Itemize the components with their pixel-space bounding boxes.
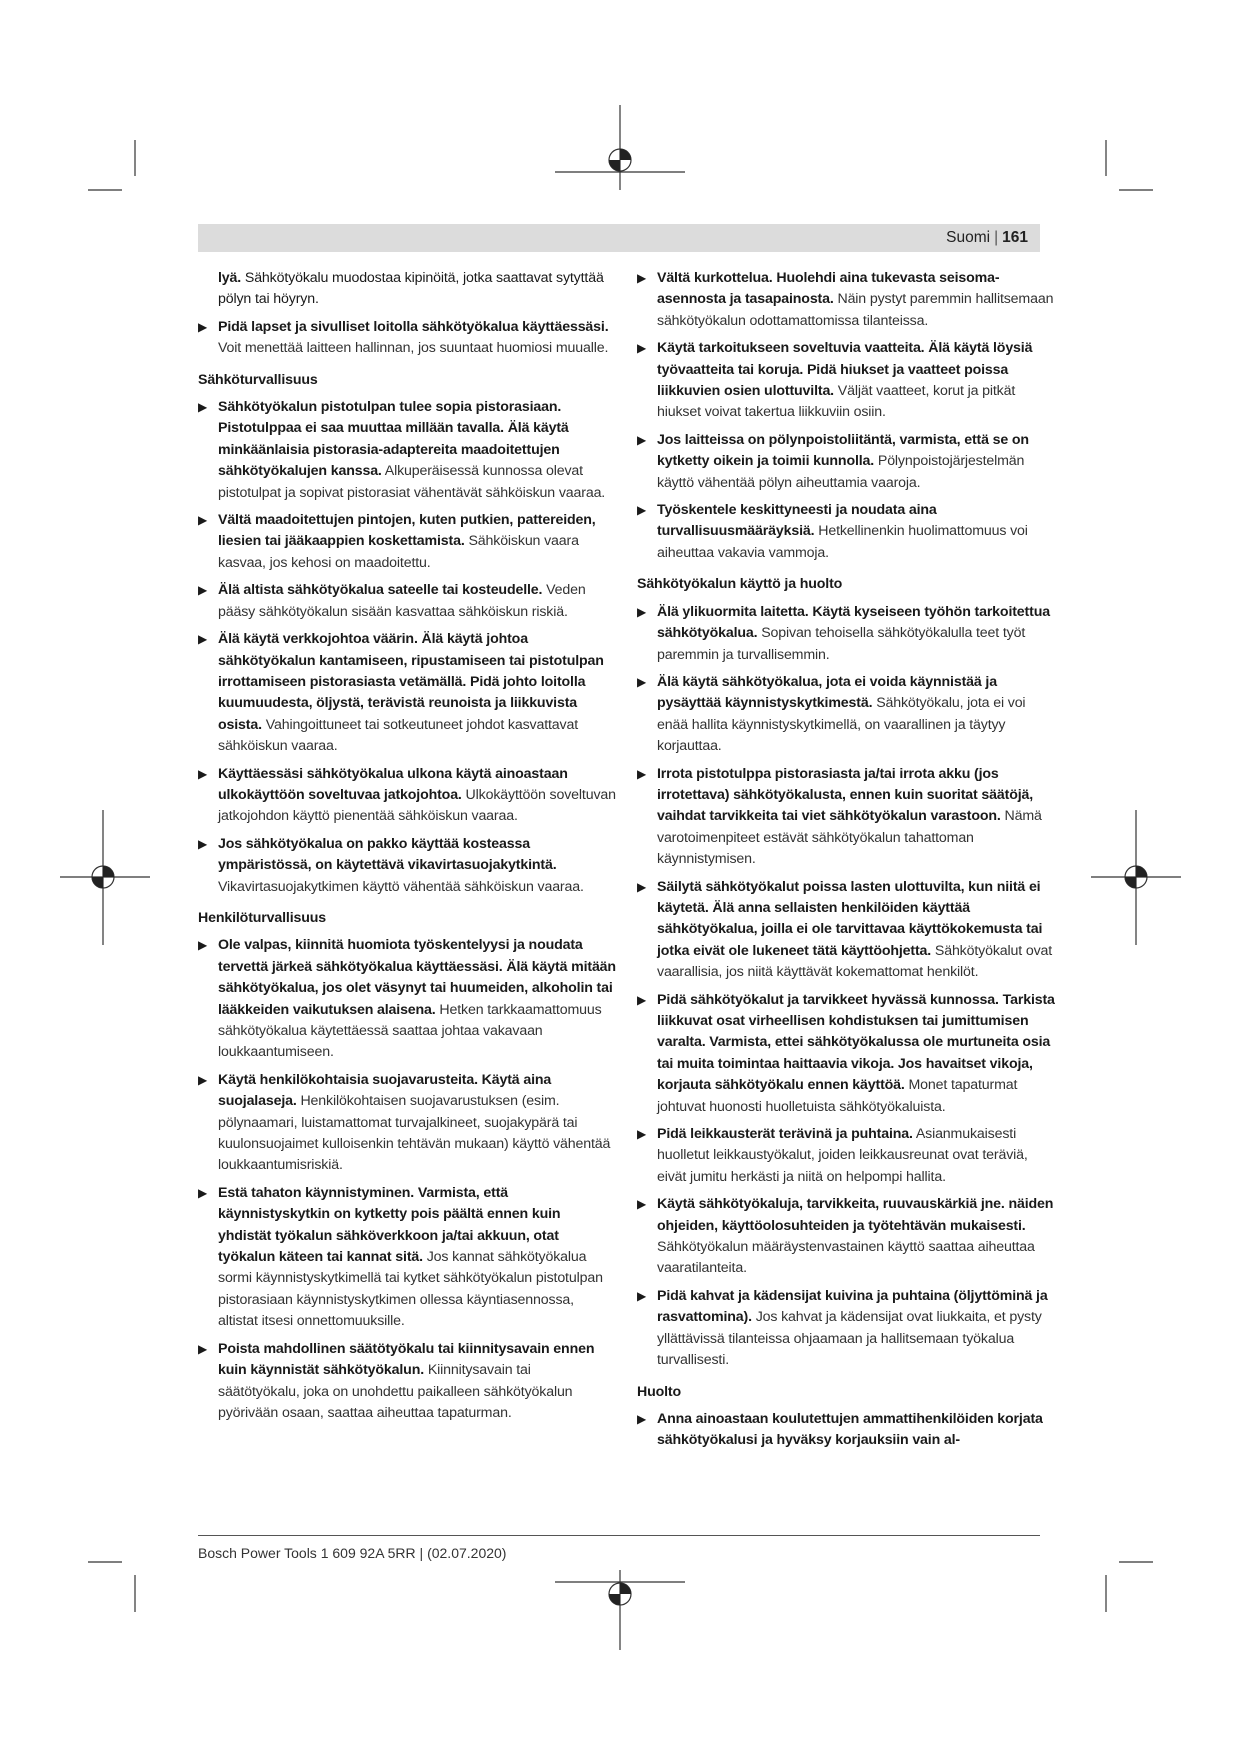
bullet-triangle-icon: ▶: [198, 1341, 208, 1356]
bullet-triangle-icon: ▶: [198, 513, 208, 528]
item-bold-text: Työskentele keskittyneesti ja noudata aina turvallisuusmääräyksiä.: [657, 502, 937, 540]
section-heading: Huolto: [637, 1383, 682, 1400]
item-bold-text: Estä tahaton käynnistyminen. Varmista, että käynnistyskytkin on kytketty pois päältä ennen kuin yhdistät työkalun sähköverkkoon ja/tai akkuun, otat työkalun käteen tai kannat sitä.: [218, 1184, 561, 1266]
list-item: [637, 764, 1055, 871]
item-normal-text: Jos kannat sähkötyökalua sormi käynnistyskytkimellä tai kytket sähkötyökalun pistotulpan pistorasiaan käynnistyskytkimen ollessa käyntiasennossa, altistat itsesi onnettomuuksille.: [218, 1249, 603, 1330]
intro-text: Sähkötyökalu muodostaa kipinöitä, jotka saattavat sytyttää pölyn tai höyryn.: [218, 270, 604, 308]
item-normal-text: Väljät vaatteet, korut ja pitkät hiukset voivat takertua liikkuviin osiin.: [657, 383, 1016, 421]
list-item: [637, 1409, 1055, 1452]
item-bold-text: Anna ainoastaan koulutettujen ammattihenkilöiden korjata sähkötyökalusi ja hyväksy korjauksiin vain al-: [657, 1410, 1043, 1449]
list-item: [198, 1070, 616, 1177]
item-normal-text: Pölynpoistojärjestelmän käyttö vähentää pölyn aiheuttamia vaaroja.: [657, 453, 1025, 491]
item-normal-text: Veden pääsy sähkötyökalun sisään kasvattaa sähköiskun riskiä.: [218, 582, 586, 620]
bullet-triangle-icon: ▶: [637, 674, 647, 689]
list-item: [637, 602, 1055, 666]
item-bold-text: Säilytä sähkötyökalut poissa lasten ulottuvilta, kun niitä ei käytetä. Älä anna sellaisten henkilöiden käyttää sähkötyökalua, joilla ei ole tarvittavaa käyttökokemusta tai jotka eivät ole lukeneet tätä käyttöohjetta.: [657, 878, 1043, 959]
list-item: [198, 1183, 616, 1333]
item-bold-text: Älä altista sähkötyökalua sateelle tai kosteudelle.: [218, 582, 543, 599]
item-normal-text: Sopivan tehoisella sähkötyökalulla teet työt paremmin ja turvallisemmin.: [657, 625, 1026, 663]
item-normal-text: Vahingoittuneet tai sotkeutuneet johdot kasvattavat sähköiskun vaaraa.: [218, 716, 579, 755]
item-normal-text: Vikavirtasuojakytkimen käyttö vähentää sähköiskun vaaraa.: [218, 878, 584, 895]
bullet-triangle-icon: ▶: [637, 341, 647, 356]
item-normal-text: Asianmukaisesti huolletut leikkaustyökalut, joiden leikkausreunat ovat teräviä, eivät jumitu herkästi ja niitä on helpompi hallita.: [657, 1126, 1028, 1185]
item-normal-text: Sähkötyökalun määräystenvastainen käyttö saattaa aiheuttaa vaaratilanteita.: [657, 1239, 1035, 1277]
list-item: [198, 764, 616, 828]
list-item: [637, 500, 1055, 564]
bullet-triangle-icon: ▶: [198, 766, 208, 781]
list-item: [198, 317, 616, 360]
item-bold-text: Sähkötyökalun pistotulpan tulee sopia pistorasiaan. Pistotulppaa ei saa muuttaa millään tavalla. Älä käytä minkäänlaisia pistorasia-adaptereita maadoitettujen sähkötyökalujen kanssa.: [218, 399, 569, 480]
list-item: [198, 397, 616, 504]
section-heading: Sähkötyökalun käyttö ja huolto: [637, 576, 843, 593]
list-item: [637, 338, 1055, 424]
list-item: [637, 1124, 1055, 1188]
bullet-triangle-icon: ▶: [637, 879, 647, 894]
item-bold-text: Pidä leikkausterät terävinä ja puhtaina.: [657, 1126, 913, 1143]
section-heading: Henkilöturvallisuus: [198, 909, 327, 926]
item-normal-text: Sähkötyökalu, jota ei voi enää hallita käynnistyskytkimellä, on vaarallinen ja täytyy korjauttaa.: [657, 695, 1026, 755]
item-bold-text: Irrota pistotulppa pistorasiasta ja/tai irrota akku (jos irrotettava) sähkötyökalusta, ennen kuin suoritat säätöjä, vaihdat tarvikkeita tai viet sähkötyökalun varastoon.: [657, 765, 1034, 825]
item-bold-text: Käytä sähkötyökaluja, tarvikkeita, ruuvauskärkiä jne. näiden ohjeiden, käyttöolosuhteiden ja työtehtävän mukaisesti.: [657, 1196, 1054, 1234]
list-item: [637, 877, 1055, 984]
bullet-triangle-icon: ▶: [198, 400, 208, 415]
bullet-triangle-icon: ▶: [637, 604, 647, 619]
item-normal-text: Ulkokäyttöön soveltuvan jatkojohdon käyttö pienentää sähköiskun vaaraa.: [218, 786, 616, 825]
item-bold-text: Käytä tarkoitukseen soveltuvia vaatteita. Älä käytä löysiä työvaatteita tai koruja. Pidä hiukset ja vaatteet poissa liikkuvien osien ulottuvilta.: [657, 340, 1033, 400]
item-normal-text: Henkilökohtaisen suojavarustuksen (esim. pölynaamari, luistamattomat turvajalkineet, suojakypärä tai kuulonsuojaimet kulloisenkin tehtävän mukaan) käyttö vähentää loukkaantumisriskiä.: [218, 1093, 611, 1174]
item-bold-text: Vältä kurkottelua. Huolehdi aina tukevasta seisoma-asennosta ja tasapainosta.: [657, 270, 1000, 308]
bullet-triangle-icon: ▶: [637, 432, 647, 447]
list-item: [637, 990, 1055, 1118]
item-bold-text: Käytä henkilökohtaisia suojavarusteita. Käytä aina suojalaseja.: [218, 1071, 552, 1110]
item-normal-text: Näin pystyt paremmin hallitsemaan sähkötyökalun odottamattomissa tilanteissa.: [657, 291, 1054, 329]
bullet-triangle-icon: ▶: [637, 1197, 647, 1212]
bullet-triangle-icon: ▶: [637, 992, 647, 1007]
bullet-triangle-icon: ▶: [198, 1072, 208, 1087]
bullet-triangle-icon: ▶: [637, 1411, 647, 1426]
list-item: [637, 672, 1055, 758]
footer-divider: [198, 1535, 1040, 1536]
list-item: [198, 580, 616, 623]
list-item: [198, 629, 616, 757]
item-normal-text: Sähköiskun vaara kasvaa, jos kehosi on maadoitettu.: [218, 533, 579, 571]
item-bold-text: Älä käytä sähkötyökalua, jota ei voida käynnistää ja pysäyttää käynnistyskytkimestä.: [657, 673, 997, 712]
intro-bold: lyä.: [218, 270, 242, 286]
bullet-triangle-icon: ▶: [198, 836, 208, 851]
item-bold-text: Poista mahdollinen säätötyökalu tai kiinnitysavain ennen kuin käynnistät sähkötyökalun.: [218, 1340, 595, 1379]
footer-text: Bosch Power Tools 1 609 92A 5RR | (02.07.2020): [198, 1545, 507, 1561]
bullet-triangle-icon: ▶: [637, 1127, 647, 1142]
page-number: 161: [1002, 229, 1028, 246]
left-column: [198, 268, 616, 1430]
item-normal-text: Sähkötyökalut ovat vaarallisia, jos niitä käyttävät kokemattomat henkilöt.: [657, 942, 1053, 981]
bullet-triangle-icon: ▶: [198, 319, 208, 334]
item-bold-text: Jos laitteissa on pölynpoistoliitäntä, varmista, että se on kytketty oikein ja toimii kunnolla.: [657, 431, 1029, 470]
item-normal-text: Hetken tarkkaamattomuus sähkötyökalua käytettäessä saattaa johtaa vakavaan loukkaantumiseen.: [218, 1001, 602, 1061]
item-normal-text: Jos kahvat ja kädensijat ovat liukkaita, et pysty yllättävissä tilanteissa ohjaamaan ja hallitsemaan työkalua turvallisesti.: [657, 1309, 1042, 1369]
bullet-triangle-icon: ▶: [637, 1288, 647, 1303]
bullet-triangle-icon: ▶: [637, 766, 647, 781]
bullet-triangle-icon: ▶: [198, 583, 208, 598]
page-header: [198, 224, 1040, 252]
item-bold-text: Älä käytä verkkojohtoa väärin. Älä käytä johtoa sähkötyökalun kantamiseen, ripustamiseen tai pistotulpan irrottamiseen pistorasiasta vetämällä. Pidä johto loitolla kuumuudesta, öljystä, terävistä reunoista ja liikkuvista osista.: [218, 631, 604, 733]
list-item: [637, 430, 1055, 494]
intro-paragraph: [218, 268, 616, 311]
list-item: [198, 834, 616, 898]
header-separator: |: [994, 229, 999, 246]
list-item: [198, 510, 616, 574]
bullet-triangle-icon: ▶: [198, 632, 208, 647]
item-bold-text: Vältä maadoitettujen pintojen, kuten putkien, pattereiden, liesien tai jääkaappien koskettamista.: [218, 512, 596, 550]
section-heading: Sähköturvallisuus: [198, 371, 318, 388]
item-bold-text: Jos sähkötyökalua on pakko käyttää kosteassa ympäristössä, on käytettävä vikavirtasuojakytkintä.: [218, 835, 557, 874]
header-language: Suomi: [946, 229, 991, 246]
item-bold-text: Käyttäessäsi sähkötyökalua ulkona käytä ainoastaan ulkokäyttöön soveltuvaa jatkojohtoa.: [218, 765, 568, 803]
bullet-triangle-icon: ▶: [198, 1185, 208, 1200]
item-normal-text: Kiinnitysavain tai säätötyökalu, joka on unohdettu paikalleen sähkötyökalun pyörivään osaan, saattaa aiheuttaa tapaturman.: [218, 1362, 573, 1421]
item-normal-text: Voit menettää laitteen hallinnan, jos suuntaat huomiosi muualle.: [218, 340, 609, 357]
list-item: [637, 1194, 1055, 1280]
list-item: [637, 268, 1055, 332]
list-item: [198, 935, 616, 1063]
bullet-triangle-icon: ▶: [637, 271, 647, 285]
item-bold-text: Älä ylikuormita laitetta. Käytä kyseiseen työhön tarkoitettua sähkötyökalua.: [657, 603, 1050, 642]
item-normal-text: Monet tapaturmat johtuvat huonosti huolletuista sähkötyökaluista.: [657, 1077, 1018, 1115]
bullet-triangle-icon: ▶: [637, 503, 647, 518]
item-normal-text: Nämä varotoimenpiteet estävät sähkötyökalun tahattoman käynnistymisen.: [657, 808, 1042, 868]
item-bold-text: Pidä lapset ja sivulliset loitolla sähkötyökalua käyttäessäsi.: [218, 318, 609, 335]
list-item: [637, 1286, 1055, 1372]
item-bold-text: Pidä sähkötyökalut ja tarvikkeet hyvässä kunnossa. Tarkista liikkuvat osat virheellisen kohdistuksen tai jumittumisen varalta. Varmista, ettei sähkötyökalussa ole murtuneita osia tai muita toimintaa haittaavia vikoja. Jos havaitset vikoja, korjauta sähkötyökalu ennen käyttöä.: [657, 991, 1055, 1094]
item-bold-text: Ole valpas, kiinnitä huomiota työskentelyysi ja noudata tervettä järkeä sähkötyökalua käyttäessäsi. Älä käytä mitään sähkötyökalua, jos olet väsynyt tai huumeiden, alkoholin tai lääkkeiden vaikutuksen alaisena.: [218, 937, 616, 1018]
item-normal-text: Alkuperäisessä kunnossa olevat pistotulpat ja sopivat pistorasiat vähentävät sähköiskun vaaraa.: [218, 463, 606, 501]
list-item: [198, 1339, 616, 1425]
bullet-triangle-icon: ▶: [198, 938, 208, 953]
right-column: [637, 268, 1055, 1458]
item-bold-text: Pidä kahvat ja kädensijat kuivina ja puhtaina (öljyttöminä ja rasvattomina).: [657, 1287, 1048, 1326]
item-normal-text: Hetkellinenkin huolimattomuus voi aiheuttaa vakavia vammoja.: [657, 523, 1028, 561]
header-label: [946, 224, 1040, 252]
